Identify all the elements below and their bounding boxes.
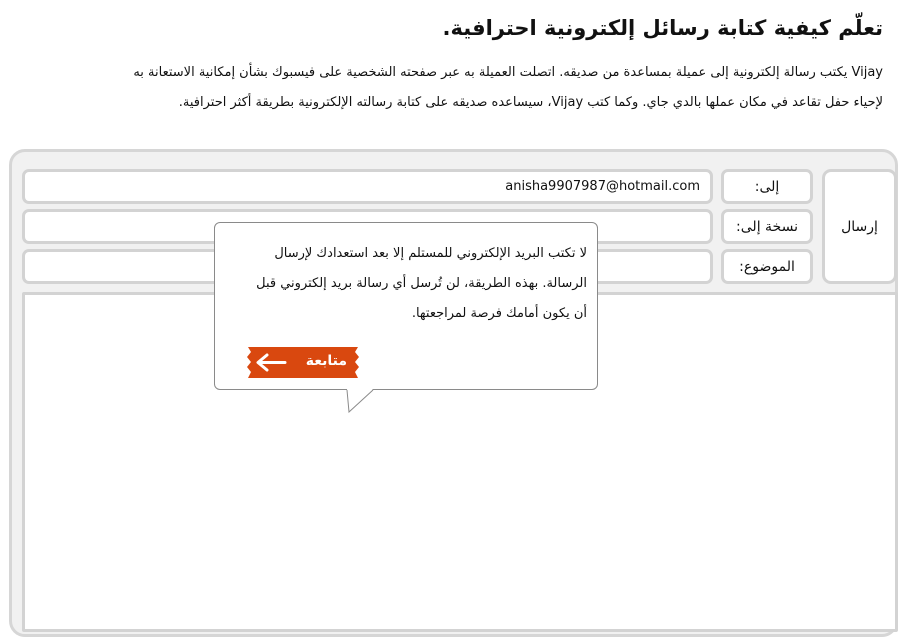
tooltip-line: الرسالة. بهذه الطريقة، لن تُرسل أي رسالة بريد إلكتروني قبل (256, 276, 587, 291)
intro-line: Vijay يكتب رسالة إلكترونية إلى عميلة بمساعدة من صديقه. اتصلت العميلة به عبر صفحته الشخصية على فيسبوك بشأن إمكانية الاستعانة به (133, 65, 883, 80)
tooltip-popup (214, 222, 598, 390)
tooltip-line: لا تكتب البريد الإلكتروني للمستلم إلا بعد استعدادك لإرسال (274, 246, 587, 261)
to-label: إلى: (721, 169, 813, 204)
cc-label: نسخة إلى: (721, 209, 813, 244)
tooltip-tail (345, 389, 375, 413)
page-title: تعلّم كيفية كتابة رسائل إلكترونية احترافية. (442, 16, 883, 40)
subject-label: الموضوع: (721, 249, 813, 284)
continue-label: متابعة (305, 353, 347, 369)
tooltip-text (219, 239, 587, 329)
continue-button[interactable] (245, 347, 361, 378)
tooltip-line: أن يكون أمامك فرصة لمراجعتها. (411, 306, 587, 321)
intro-line: لإحياء حفل تقاعد في مكان عملها بالدي جاي. وكما كتب Vijay، سيساعده صديقه على كتابة رسالته الإلكترونية بطريقة أكثر احترافية. (178, 95, 883, 110)
send-button[interactable]: إرسال (822, 169, 897, 284)
intro-text (28, 58, 883, 118)
to-field[interactable]: anisha9907987@hotmail.com (22, 169, 713, 204)
